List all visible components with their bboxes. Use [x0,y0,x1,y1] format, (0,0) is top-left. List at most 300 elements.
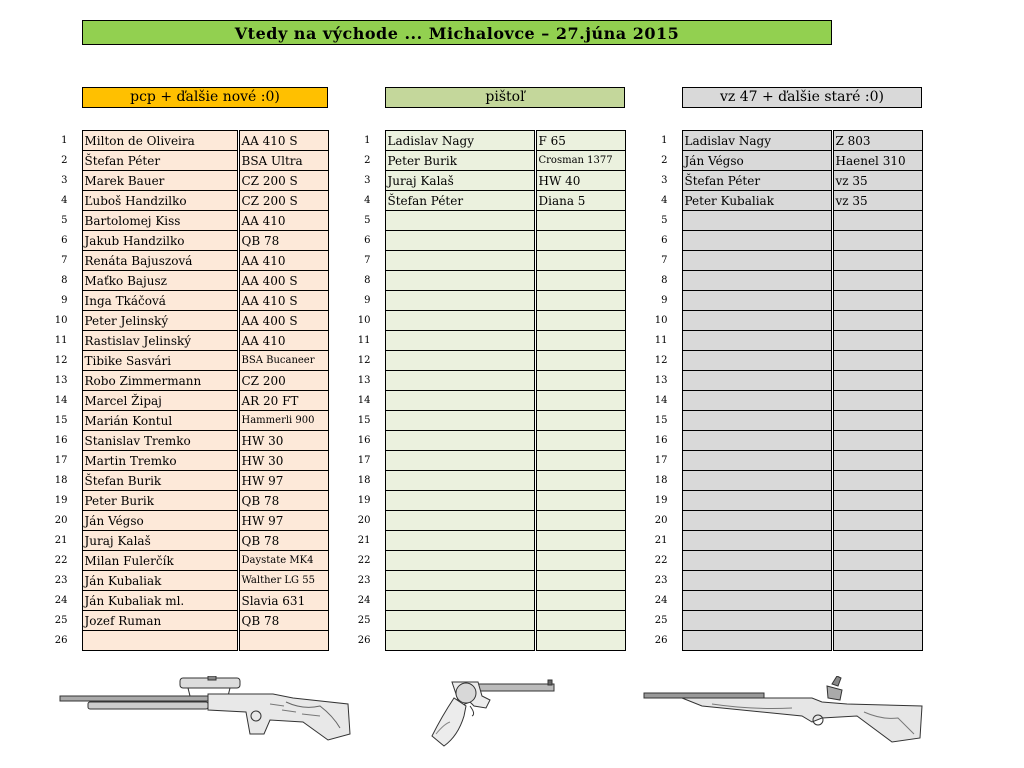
row-number: 13 [352,371,385,391]
shooter-name-cell[interactable] [682,211,832,231]
gun-model-cell[interactable]: BSA Bucaneer [238,351,328,371]
row-number: 22 [650,551,682,571]
row-number: 2 [50,151,82,171]
shooter-name-cell[interactable] [682,391,832,411]
gun-model-cell[interactable]: CZ 200 S [238,191,328,211]
gun-model-cell[interactable] [832,411,922,431]
table-row [352,551,625,571]
shooter-name-cell[interactable]: Jakub Handzilko [82,231,238,251]
header-vz47: vz 47 + ďalšie staré :0) [682,87,922,108]
table-row [352,131,625,151]
shooter-name-cell[interactable]: Juraj Kalaš [385,171,535,191]
row-number: 4 [352,191,385,211]
gun-model-cell[interactable]: Slavia 631 [238,591,328,611]
row-number: 22 [352,551,385,571]
shooter-name-cell[interactable]: Tibike Sasvári [82,351,238,371]
table-row [352,471,625,491]
shooter-name-cell[interactable] [682,351,832,371]
table-row [50,371,328,391]
table-row [352,291,625,311]
gun-model-cell[interactable] [832,571,922,591]
gun-model-cell[interactable]: Walther LG 55 [238,571,328,591]
row-number: 11 [352,331,385,351]
shooter-name-cell[interactable] [682,311,832,331]
shooter-name-cell[interactable]: Maťko Bajusz [82,271,238,291]
table-row [650,451,922,471]
gun-model-cell[interactable]: Crosman 1377 [535,151,625,171]
row-number: 20 [50,511,82,531]
gun-model-cell[interactable] [535,451,625,471]
shooter-name-cell[interactable]: Milton de Oliveira [82,131,238,151]
shooter-name-cell[interactable] [385,591,535,611]
table-row [50,131,328,151]
row-number: 5 [650,211,682,231]
shooter-name-cell[interactable]: Stanislav Tremko [82,431,238,451]
gun-model-cell[interactable] [535,571,625,591]
table-row [50,251,328,271]
shooter-name-cell[interactable]: Jozef Ruman [82,611,238,631]
shooter-name-cell[interactable] [385,311,535,331]
shooter-name-cell[interactable] [385,531,535,551]
shooter-name-cell[interactable]: Ľuboš Handzilko [82,191,238,211]
table-row [650,391,922,411]
row-number: 22 [50,551,82,571]
shooter-name-cell[interactable]: Štefan Péter [682,171,832,191]
shooter-name-cell[interactable] [385,391,535,411]
gun-model-cell[interactable] [832,311,922,331]
row-number: 1 [352,131,385,151]
row-number: 6 [352,231,385,251]
gun-model-cell[interactable] [535,611,625,631]
gun-model-cell[interactable] [535,291,625,311]
row-number: 10 [50,311,82,331]
table-row [352,331,625,351]
shooter-name-cell[interactable] [682,631,832,651]
shooter-name-cell[interactable] [385,491,535,511]
table-row [50,391,328,411]
table-row [352,531,625,551]
row-number: 21 [650,531,682,551]
table-row [50,171,328,191]
row-number: 26 [50,631,82,651]
table-row [50,331,328,351]
gun-model-cell[interactable]: AA 410 [238,331,328,351]
table-row [50,591,328,611]
table-row [650,491,922,511]
gun-model-cell[interactable]: HW 97 [238,471,328,491]
gun-model-cell[interactable] [832,431,922,451]
row-number: 12 [352,351,385,371]
shooter-name-cell[interactable] [682,431,832,451]
pcp-rifle-icon [58,676,353,751]
gun-model-cell[interactable]: Z 803 [832,131,922,151]
table-row [50,611,328,631]
row-number: 26 [650,631,682,651]
row-number: 7 [352,251,385,271]
row-number: 19 [650,491,682,511]
gun-model-cell[interactable]: HW 30 [238,451,328,471]
row-number: 11 [650,331,682,351]
gun-model-cell[interactable] [535,631,625,651]
revolver-icon [420,676,560,751]
gun-model-cell[interactable]: QB 78 [238,611,328,631]
table-row [650,571,922,591]
header-pistol: pištoľ [385,87,625,108]
gun-model-cell[interactable] [535,251,625,271]
table-row [50,631,328,651]
table-row [650,211,922,231]
table-row [50,431,328,451]
header-pcp: pcp + ďalšie nové :0) [82,87,328,108]
gun-model-cell[interactable]: QB 78 [238,531,328,551]
shooter-name-cell[interactable] [385,411,535,431]
row-number: 23 [50,571,82,591]
shooter-name-cell[interactable] [385,471,535,491]
table-row [650,171,922,191]
row-number: 13 [50,371,82,391]
table-row [650,551,922,571]
table-row [352,511,625,531]
table-row [352,271,625,291]
shooter-name-cell[interactable]: Peter Burik [82,491,238,511]
vz47-rifle-icon [642,676,924,746]
gun-model-cell[interactable]: Hammerli 900 [238,411,328,431]
table-row [650,291,922,311]
table-row [50,471,328,491]
gun-model-cell[interactable] [832,511,922,531]
gun-model-cell[interactable]: QB 78 [238,231,328,251]
shooter-name-cell[interactable]: Robo Zimmermann [82,371,238,391]
gun-model-cell[interactable] [535,351,625,371]
row-number: 20 [352,511,385,531]
row-number: 16 [50,431,82,451]
table-row [352,171,625,191]
row-number: 17 [352,451,385,471]
gun-model-cell[interactable] [832,531,922,551]
gun-model-cell[interactable] [535,271,625,291]
gun-model-cell[interactable]: vz 35 [832,191,922,211]
gun-model-cell[interactable] [832,591,922,611]
gun-model-cell[interactable]: F 65 [535,131,625,151]
table-row [650,411,922,431]
table-row [650,331,922,351]
row-number: 12 [650,351,682,371]
gun-model-cell[interactable]: AA 410 [238,251,328,271]
shooter-name-cell[interactable]: Ján Végso [682,151,832,171]
shooter-name-cell[interactable] [682,231,832,251]
gun-model-cell[interactable]: AR 20 FT [238,391,328,411]
table-row [352,371,625,391]
gun-model-cell[interactable]: HW 97 [238,511,328,531]
gun-model-cell[interactable] [832,291,922,311]
row-number: 1 [650,131,682,151]
shooter-name-cell[interactable] [385,211,535,231]
gun-model-cell[interactable] [238,631,328,651]
gun-model-cell[interactable] [535,411,625,431]
row-number: 3 [50,171,82,191]
table-row [352,411,625,431]
table-row [50,451,328,471]
gun-model-cell[interactable]: BSA Ultra [238,151,328,171]
shooter-name-cell[interactable]: Štefan Burik [82,471,238,491]
gun-model-cell[interactable] [535,231,625,251]
shooter-name-cell[interactable]: Peter Jelinský [82,311,238,331]
row-number: 11 [50,331,82,351]
table-row [650,471,922,491]
gun-model-cell[interactable] [535,591,625,611]
row-number: 2 [650,151,682,171]
gun-model-cell[interactable] [535,211,625,231]
table-row [50,411,328,431]
gun-model-cell[interactable]: CZ 200 [238,371,328,391]
table-row [650,431,922,451]
shooter-name-cell[interactable]: Marián Kontul [82,411,238,431]
row-number: 9 [50,291,82,311]
row-number: 24 [352,591,385,611]
row-number: 17 [50,451,82,471]
shooter-name-cell[interactable] [682,571,832,591]
table-row [650,511,922,531]
row-number: 2 [352,151,385,171]
shooter-name-cell[interactable]: Peter Kubaliak [682,191,832,211]
table-row [352,251,625,271]
shooter-name-cell[interactable] [385,371,535,391]
row-number: 25 [50,611,82,631]
row-number: 8 [352,271,385,291]
gun-model-cell[interactable] [535,531,625,551]
row-number: 5 [352,211,385,231]
table-row [352,151,625,171]
row-number: 20 [650,511,682,531]
row-number: 18 [352,471,385,491]
gun-model-cell[interactable]: HW 30 [238,431,328,451]
gun-model-cell[interactable]: AA 400 S [238,311,328,331]
shooter-name-cell[interactable] [82,631,238,651]
row-number: 4 [50,191,82,211]
gun-model-cell[interactable] [832,551,922,571]
shooter-name-cell[interactable] [385,331,535,351]
shooter-name-cell[interactable]: Ján Kubaliak [82,571,238,591]
table-row [650,371,922,391]
row-number: 16 [352,431,385,451]
shooter-name-cell[interactable]: Marek Bauer [82,171,238,191]
row-number: 7 [650,251,682,271]
gun-model-cell[interactable]: Haenel 310 [832,151,922,171]
gun-model-cell[interactable] [832,611,922,631]
shooter-name-cell[interactable] [682,251,832,271]
table-row [50,511,328,531]
shooter-name-cell[interactable] [682,471,832,491]
gun-model-cell[interactable] [832,391,922,411]
shooter-name-cell[interactable] [682,271,832,291]
shooter-name-cell[interactable] [385,551,535,571]
table-row [650,311,922,331]
table-row [650,191,922,211]
gun-model-cell[interactable] [832,451,922,471]
shooter-name-cell[interactable]: Martin Tremko [82,451,238,471]
table-row [352,231,625,251]
gun-model-cell[interactable]: AA 410 [238,211,328,231]
gun-model-cell[interactable] [535,311,625,331]
table-row [352,311,625,331]
shooter-name-cell[interactable]: Renáta Bajuszová [82,251,238,271]
shooter-name-cell[interactable]: Štefan Péter [385,191,535,211]
shooter-name-cell[interactable] [682,331,832,351]
table-row [50,191,328,211]
row-number: 18 [50,471,82,491]
shooter-name-cell[interactable] [385,451,535,471]
gun-model-cell[interactable] [535,511,625,531]
gun-model-cell[interactable] [535,551,625,571]
table-row [50,311,328,331]
row-number: 8 [650,271,682,291]
table-row [50,571,328,591]
shooter-name-cell[interactable] [385,431,535,451]
table-row [650,611,922,631]
row-number: 15 [352,411,385,431]
gun-model-cell[interactable] [832,211,922,231]
shooter-name-cell[interactable] [385,351,535,371]
table-row [650,531,922,551]
gun-model-cell[interactable] [832,231,922,251]
shooter-name-cell[interactable] [682,591,832,611]
shooter-name-cell[interactable] [682,531,832,551]
row-number: 4 [650,191,682,211]
table-row [352,351,625,371]
shooter-name-cell[interactable] [385,611,535,631]
shooter-name-cell[interactable]: Ladislav Nagy [385,131,535,151]
shooter-name-cell[interactable] [385,631,535,651]
row-number: 26 [352,631,385,651]
gun-model-cell[interactable]: AA 400 S [238,271,328,291]
row-number: 3 [352,171,385,191]
page-title: Vtedy na východe ... Michalovce – 27.júna 2015 [82,20,832,45]
gun-model-cell[interactable]: Daystate MK4 [238,551,328,571]
shooter-name-cell[interactable]: Štefan Péter [82,151,238,171]
shooter-name-cell[interactable] [682,611,832,631]
row-number: 9 [650,291,682,311]
table-row [650,131,922,151]
table-row [352,491,625,511]
shooter-name-cell[interactable] [682,411,832,431]
table-row [352,391,625,411]
gun-model-cell[interactable] [832,351,922,371]
table-row [50,151,328,171]
table-row [50,551,328,571]
gun-model-cell[interactable] [535,331,625,351]
row-number: 5 [50,211,82,231]
table-row [50,291,328,311]
gun-model-cell[interactable] [535,391,625,411]
table-pistol [352,130,626,651]
gun-model-cell[interactable]: HW 40 [535,171,625,191]
row-number: 10 [650,311,682,331]
row-number: 16 [650,431,682,451]
row-number: 14 [650,391,682,411]
shooter-name-cell[interactable] [682,551,832,571]
shooter-name-cell[interactable] [385,231,535,251]
table-row [352,211,625,231]
shooter-name-cell[interactable]: Marcel Žipaj [82,391,238,411]
table-row [650,151,922,171]
shooter-name-cell[interactable]: Ján Kubaliak ml. [82,591,238,611]
gun-model-cell[interactable] [832,471,922,491]
gun-model-cell[interactable]: AA 410 S [238,291,328,311]
shooter-name-cell[interactable]: Juraj Kalaš [82,531,238,551]
shooter-name-cell[interactable]: Milan Fulerčík [82,551,238,571]
gun-model-cell[interactable]: CZ 200 S [238,171,328,191]
row-number: 23 [352,571,385,591]
row-number: 15 [650,411,682,431]
row-number: 24 [50,591,82,611]
shooter-name-cell[interactable] [385,291,535,311]
gun-model-cell[interactable]: QB 78 [238,491,328,511]
shooter-name-cell[interactable] [682,511,832,531]
gun-model-cell[interactable] [832,251,922,271]
row-number: 6 [650,231,682,251]
row-number: 23 [650,571,682,591]
gun-model-cell[interactable] [535,431,625,451]
shooter-name-cell[interactable]: Peter Burik [385,151,535,171]
table-row [352,451,625,471]
shooter-name-cell[interactable] [682,371,832,391]
gun-model-cell[interactable] [832,371,922,391]
gun-model-cell[interactable] [535,491,625,511]
table-pcp [50,130,329,651]
table-row [352,431,625,451]
row-number: 12 [50,351,82,371]
table-row [352,191,625,211]
gun-model-cell[interactable]: vz 35 [832,171,922,191]
row-number: 15 [50,411,82,431]
gun-model-cell[interactable]: Diana 5 [535,191,625,211]
shooter-name-cell[interactable] [682,291,832,311]
gun-model-cell[interactable]: AA 410 S [238,131,328,151]
row-number: 10 [352,311,385,331]
gun-model-cell[interactable] [832,631,922,651]
gun-model-cell[interactable] [832,331,922,351]
shooter-name-cell[interactable]: Inga Tkáčová [82,291,238,311]
row-number: 19 [50,491,82,511]
shooter-name-cell[interactable] [682,451,832,471]
gun-model-cell[interactable] [832,491,922,511]
table-row [650,231,922,251]
table-row [650,591,922,611]
shooter-name-cell[interactable]: Rastislav Jelinský [82,331,238,351]
shooter-name-cell[interactable] [385,271,535,291]
row-number: 7 [50,251,82,271]
table-row [650,271,922,291]
gun-model-cell[interactable] [832,271,922,291]
shooter-name-cell[interactable]: Bartolomej Kiss [82,211,238,231]
table-row [352,571,625,591]
row-number: 3 [650,171,682,191]
shooter-name-cell[interactable] [682,491,832,511]
shooter-name-cell[interactable] [385,251,535,271]
table-vz47 [650,130,923,651]
gun-model-cell[interactable] [535,471,625,491]
shooter-name-cell[interactable] [385,571,535,591]
row-number: 24 [650,591,682,611]
shooter-name-cell[interactable]: Ladislav Nagy [682,131,832,151]
row-number: 9 [352,291,385,311]
row-number: 21 [352,531,385,551]
gun-model-cell[interactable] [535,371,625,391]
shooter-name-cell[interactable]: Ján Végso [82,511,238,531]
row-number: 14 [352,391,385,411]
shooter-name-cell[interactable] [385,511,535,531]
row-number: 6 [50,231,82,251]
